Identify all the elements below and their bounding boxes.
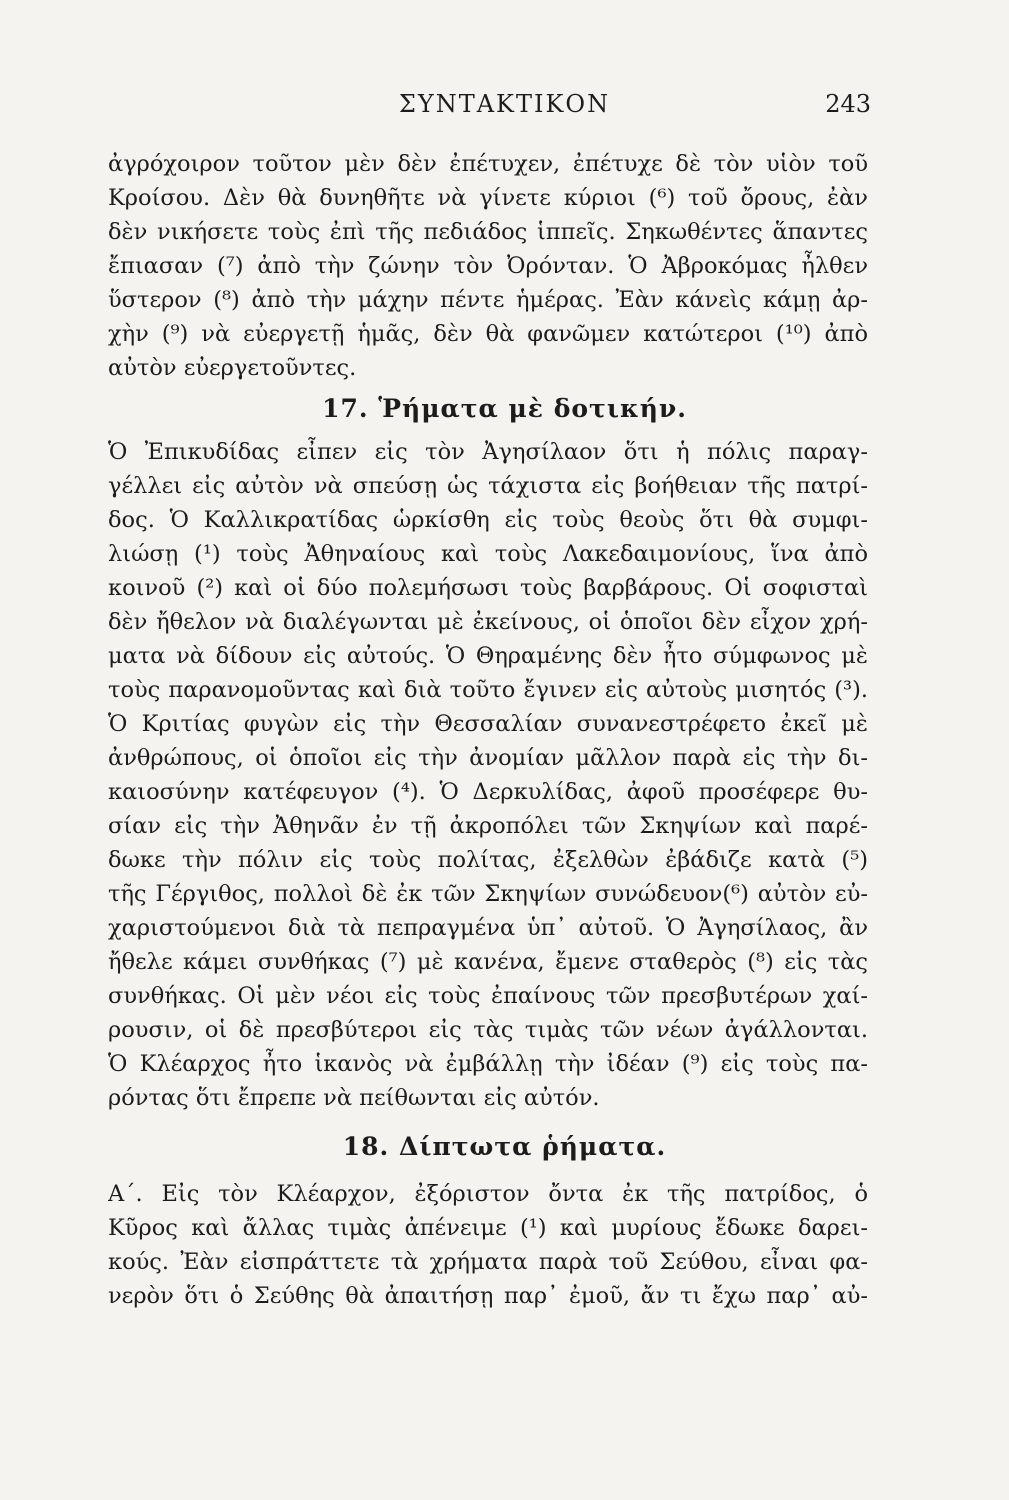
text-line: κούς. Ἐὰν εἰσπράττετε τὰ χρήματα παρὰ τοῦ Σεύθου, εἶναι φα- (108, 1249, 868, 1275)
running-title: ΣΥΝΤΑΚΤΙΚΟΝ (398, 90, 611, 118)
text-line: ἔπιασαν (⁷) ἀπὸ τὴν ζώνην τὸν Ὀρόνταν. Ὁ Ἀβροκόμας ἦλθεν (108, 253, 868, 279)
text-line: δωκε τὴν πόλιν εἰς τοὺς πολίτας, ἐξελθὼν ἐβάδιζε κατὰ (⁵) (108, 847, 868, 873)
text-line: τοὺς παρανομοῦντας καὶ διὰ τοῦτο ἔγινεν εἰς αὐτοὺς μισητός (³). (108, 677, 868, 703)
text-line: κοινοῦ (²) καὶ οἱ δύο πολεμήσωσι τοὺς βαρβάρους. Οἱ σοφισταὶ (108, 575, 868, 601)
text-line: σίαν εἰς τὴν Ἀθηνᾶν ἐν τῇ ἀκροπόλει τῶν Σκηψίων καὶ παρέ- (108, 813, 868, 839)
text-line: ἀνθρώπους, οἱ ὁποῖοι εἰς τὴν ἀνομίαν μᾶλλον παρὰ εἰς τὴν δι- (108, 745, 868, 771)
page-header (0, 86, 1009, 126)
text-line: τῆς Γέργιθος, πολλοὶ δὲ ἐκ τῶν Σκηψίων συνώδευον(⁶) αὐτὸν εὐ- (108, 881, 868, 907)
text-line: χὴν (⁹) νὰ εὐεργετῇ ἡμᾶς, δὲν θὰ φανῶμεν κατώτεροι (¹⁰) ἀπὸ (108, 321, 868, 347)
text-line: ὕστερον (⁸) ἀπὸ τὴν μάχην πέντε ἡμέρας. Ἐὰν κάνεὶς κάμῃ ἀρ- (108, 287, 868, 313)
text-line: δὲν νικήσετε τοὺς ἐπὶ τῆς πεδιάδος ἱππεῖς. Σηκωθέντες ἅπαντες (108, 219, 868, 245)
text-line: Ὁ Κριτίας φυγὼν εἰς τὴν Θεσσαλίαν συνανεστρέφετο ἐκεῖ μὲ (108, 711, 868, 737)
section-heading-18: 18. Δίπτωτα ῥήματα. (342, 1132, 667, 1161)
page-number: 243 (825, 90, 871, 118)
text-line: αὐτὸν εὐεργετοῦντες. (108, 355, 357, 381)
text-line: δὲν ἤθελον νὰ διαλέγωνται μὲ ἐκείνους, οἱ ὁποῖοι δὲν εἶχον χρή- (108, 609, 868, 635)
text-line: δος. Ὁ Καλλικρατίδας ὡρκίσθη εἰς τοὺς θεοὺς ὅτι θὰ συμφι- (108, 507, 868, 533)
text-line: λιώσῃ (¹) τοὺς Ἀθηναίους καὶ τοὺς Λακεδαιμονίους, ἵνα ἀπὸ (108, 541, 868, 567)
text-line: γέλλει εἰς αὐτὸν νὰ σπεύσῃ ὡς τάχιστα εἰς βοήθειαν τῆς πατρί- (108, 473, 868, 499)
text-line: ἀγρόχοιρον τοῦτον μὲν δὲν ἐπέτυχεν, ἐπέτυχε δὲ τὸν υἱὸν τοῦ (108, 151, 868, 177)
text-line: συνθήκας. Οἱ μὲν νέοι εἰς τοὺς ἐπαίνους τῶν πρεσβυτέρων χαί- (108, 983, 868, 1009)
text-line: Ὁ Ἐπικυδίδας εἶπεν εἰς τὸν Ἀγησίλαον ὅτι ἡ πόλις παραγ- (108, 439, 868, 465)
section-heading-17: 17. Ῥήματα μὲ δοτικήν. (322, 394, 687, 423)
text-line: ρουσιν, οἱ δὲ πρεσβύτεροι εἰς τὰς τιμὰς τῶν νέων ἀγάλλονται. (108, 1017, 868, 1043)
text-line: Κῦρος καὶ ἄλλας τιμὰς ἀπένειμε (¹) καὶ μυρίους ἔδωκε δαρει- (108, 1215, 868, 1241)
text-line: Ὁ Κλέαρχος ἦτο ἱκανὸς νὰ ἐμβάλλῃ τὴν ἰδέαν (⁹) εἰς τοὺς πα- (108, 1051, 868, 1077)
text-line: ματα νὰ δίδουν εἰς αὐτούς. Ὁ Θηραμένης δὲν ἦτο σύμφωνος μὲ (108, 643, 868, 669)
text-line: ρόντας ὅτι ἔπρεπε νὰ πείθωνται εἰς αὐτόν. (108, 1085, 600, 1111)
text-line: Α΄. Εἰς τὸν Κλέαρχον, ἐξόριστον ὄντα ἐκ τῆς πατρίδος, ὁ (108, 1181, 868, 1207)
text-line: Κροίσου. Δὲν θὰ δυνηθῆτε νὰ γίνετε κύριοι (⁶) τοῦ ὄρους, ἐὰν (108, 185, 868, 211)
text-line: καιοσύνην κατέφευγον (⁴). Ὁ Δερκυλίδας, ἀφοῦ προσέφερε θυ- (108, 779, 868, 805)
text-line: νερὸν ὅτι ὁ Σεύθης θὰ ἀπαιτήσῃ παρ᾽ ἐμοῦ, ἄν τι ἔχω παρ᾽ αὐ- (108, 1283, 868, 1309)
text-line: ἤθελε κάμει συνθήκας (⁷) μὲ κανένα, ἔμενε σταθερὸς (⁸) εἰς τὰς (108, 949, 868, 975)
text-line: χαριστούμενοι διὰ τὰ πεπραγμένα ὑπ᾽ αὐτοῦ. Ὁ Ἀγησίλαος, ἂν (108, 915, 868, 941)
